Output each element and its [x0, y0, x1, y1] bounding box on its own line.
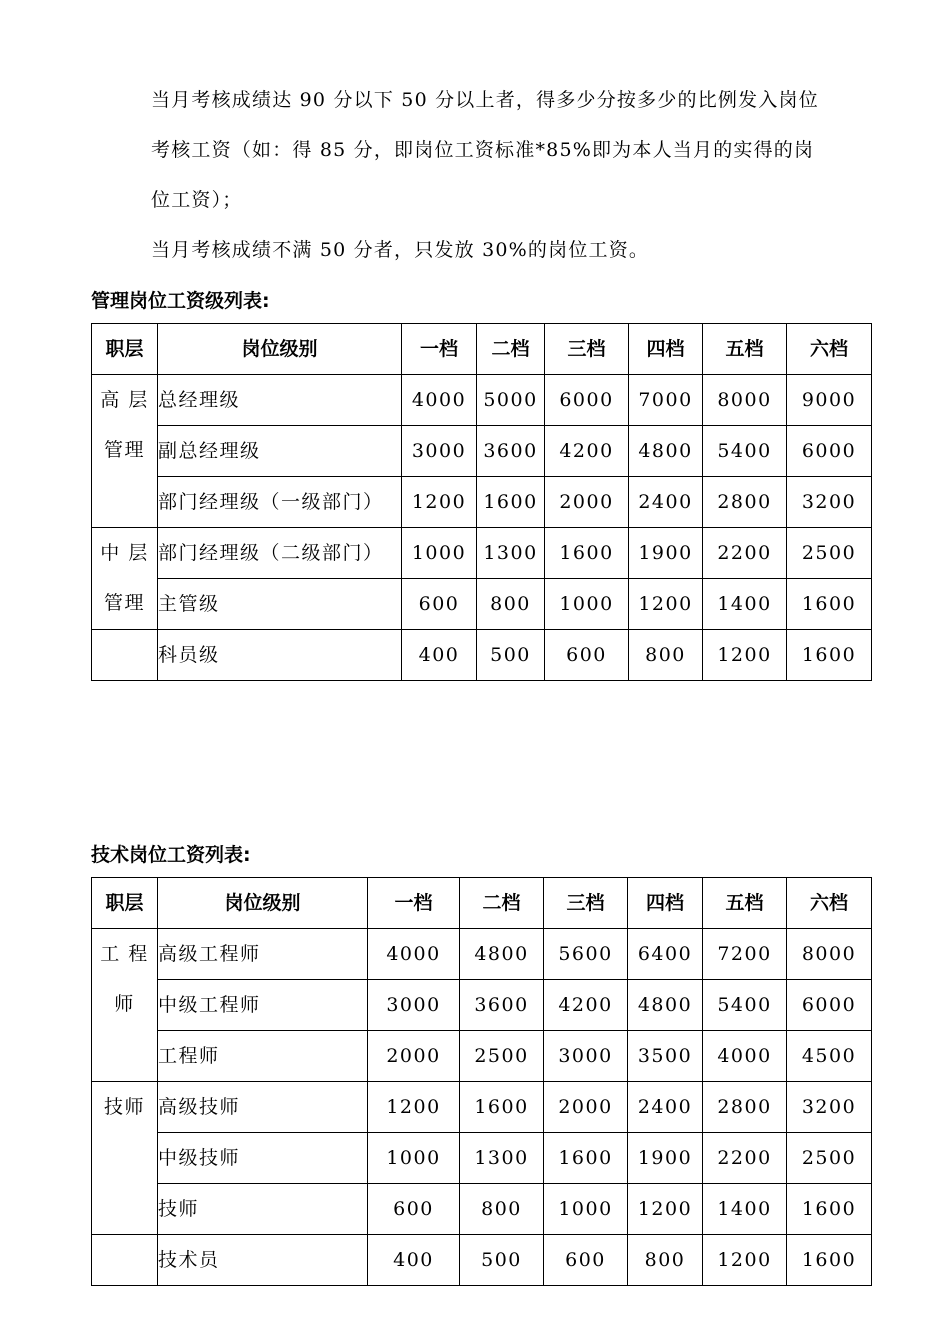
salary-cell: 3500 — [628, 1031, 703, 1082]
management-salary-table — [91, 323, 872, 681]
salary-cell: 2000 — [368, 1031, 460, 1082]
salary-cell: 3000 — [368, 980, 460, 1031]
position-cell: 部门经理级（二级部门） — [158, 528, 402, 579]
salary-cell: 3600 — [477, 426, 545, 477]
header-cell: 三档 — [545, 324, 629, 375]
position-cell: 工程师 — [158, 1031, 368, 1082]
header-cell: 二档 — [477, 324, 545, 375]
intro-line-1: 当月考核成绩达 90 分以下 50 分以上者，得多少分按多少的比例发入岗位 — [151, 89, 819, 111]
layer-cell — [92, 929, 158, 1082]
salary-cell: 6000 — [787, 426, 872, 477]
table-row — [92, 980, 872, 1031]
table-header-row — [92, 324, 872, 375]
technical-salary-table — [91, 877, 872, 1286]
layer-label: 管理 — [103, 439, 145, 461]
layer-label: 工 程 — [100, 943, 149, 965]
salary-cell: 1200 — [628, 1184, 703, 1235]
position-cell: 技术员 — [158, 1235, 368, 1286]
header-cell: 一档 — [368, 878, 460, 929]
salary-cell: 1200 — [703, 1235, 787, 1286]
salary-cell: 600 — [545, 630, 629, 681]
salary-cell: 4800 — [629, 426, 703, 477]
salary-cell: 8000 — [787, 929, 872, 980]
salary-cell: 1000 — [545, 579, 629, 630]
header-cell: 职层 — [92, 878, 158, 929]
position-cell: 技师 — [158, 1184, 368, 1235]
header-cell: 职层 — [92, 324, 158, 375]
salary-cell: 1900 — [629, 528, 703, 579]
salary-cell: 3000 — [402, 426, 477, 477]
position-cell: 中级工程师 — [158, 980, 368, 1031]
layer-cell — [92, 375, 158, 528]
header-cell: 六档 — [787, 878, 872, 929]
salary-cell: 1400 — [703, 1184, 787, 1235]
table-row — [92, 528, 872, 579]
salary-cell: 5400 — [703, 426, 787, 477]
salary-cell: 1000 — [368, 1133, 460, 1184]
position-cell: 科员级 — [158, 630, 402, 681]
position-cell: 总经理级 — [158, 375, 402, 426]
layer-cell — [92, 528, 158, 630]
salary-cell: 2000 — [545, 477, 629, 528]
salary-cell: 4200 — [544, 980, 628, 1031]
salary-cell: 500 — [460, 1235, 544, 1286]
salary-cell: 1200 — [402, 477, 477, 528]
salary-cell: 1200 — [703, 630, 787, 681]
header-cell: 五档 — [703, 878, 787, 929]
salary-cell: 1600 — [477, 477, 545, 528]
salary-cell: 1600 — [460, 1082, 544, 1133]
position-cell: 副总经理级 — [158, 426, 402, 477]
table-row — [92, 426, 872, 477]
salary-cell: 1000 — [544, 1184, 628, 1235]
layer-cell — [92, 1235, 158, 1286]
salary-cell: 400 — [402, 630, 477, 681]
salary-cell: 2500 — [787, 528, 872, 579]
salary-cell: 1000 — [402, 528, 477, 579]
technical-table-title: 技术岗位工资列表: — [91, 844, 251, 866]
salary-cell: 6000 — [545, 375, 629, 426]
salary-cell: 3200 — [787, 1082, 872, 1133]
intro-line-4: 当月考核成绩不满 50 分者，只发放 30%的岗位工资。 — [151, 239, 650, 261]
table-row — [92, 1184, 872, 1235]
salary-cell: 2800 — [703, 477, 787, 528]
salary-cell: 2000 — [544, 1082, 628, 1133]
salary-cell: 9000 — [787, 375, 872, 426]
salary-cell: 4500 — [787, 1031, 872, 1082]
salary-cell: 600 — [544, 1235, 628, 1286]
table-row — [92, 579, 872, 630]
salary-cell: 2400 — [628, 1082, 703, 1133]
salary-cell: 800 — [460, 1184, 544, 1235]
table-row — [92, 630, 872, 681]
salary-cell: 7000 — [629, 375, 703, 426]
layer-label: 技师 — [103, 1096, 145, 1118]
salary-cell: 1900 — [628, 1133, 703, 1184]
salary-cell: 400 — [368, 1235, 460, 1286]
salary-cell: 4800 — [628, 980, 703, 1031]
intro-line-2: 考核工资（如：得 85 分，即岗位工资标准*85%即为本人当月的实得的岗 — [151, 139, 815, 161]
salary-cell: 1200 — [368, 1082, 460, 1133]
management-table-title: 管理岗位工资级列表: — [91, 290, 270, 312]
header-cell: 四档 — [628, 878, 703, 929]
salary-cell: 4000 — [402, 375, 477, 426]
header-cell: 三档 — [544, 878, 628, 929]
table-header-row — [92, 878, 872, 929]
table-row — [92, 1235, 872, 1286]
layer-label: 师 — [114, 993, 135, 1015]
header-cell: 岗位级别 — [158, 878, 368, 929]
table-row — [92, 1031, 872, 1082]
salary-cell: 7200 — [703, 929, 787, 980]
salary-cell: 8000 — [703, 375, 787, 426]
salary-cell: 4200 — [545, 426, 629, 477]
salary-cell: 2200 — [703, 1133, 787, 1184]
header-cell: 六档 — [787, 324, 872, 375]
header-cell: 二档 — [460, 878, 544, 929]
salary-cell: 2800 — [703, 1082, 787, 1133]
layer-cell — [92, 630, 158, 681]
header-cell: 一档 — [402, 324, 477, 375]
table-row — [92, 1082, 872, 1133]
table-row — [92, 477, 872, 528]
position-cell: 高级工程师 — [158, 929, 368, 980]
salary-cell: 5400 — [703, 980, 787, 1031]
salary-cell: 3600 — [460, 980, 544, 1031]
salary-cell: 2400 — [629, 477, 703, 528]
salary-cell: 1600 — [787, 1184, 872, 1235]
salary-cell: 1600 — [787, 1235, 872, 1286]
intro-line-3: 位工资）； — [151, 189, 243, 211]
layer-label: 高 层 — [100, 389, 149, 411]
salary-cell: 4000 — [703, 1031, 787, 1082]
salary-cell: 2200 — [703, 528, 787, 579]
salary-cell: 600 — [402, 579, 477, 630]
salary-cell: 3000 — [544, 1031, 628, 1082]
salary-cell: 6000 — [787, 980, 872, 1031]
salary-cell: 2500 — [460, 1031, 544, 1082]
header-cell: 四档 — [629, 324, 703, 375]
table-row — [92, 375, 872, 426]
salary-cell: 2500 — [787, 1133, 872, 1184]
salary-cell: 1300 — [460, 1133, 544, 1184]
salary-cell: 600 — [368, 1184, 460, 1235]
salary-cell: 1200 — [629, 579, 703, 630]
salary-cell: 800 — [477, 579, 545, 630]
salary-cell: 5600 — [544, 929, 628, 980]
salary-cell: 5000 — [477, 375, 545, 426]
salary-cell: 1600 — [787, 630, 872, 681]
position-cell: 高级技师 — [158, 1082, 368, 1133]
salary-cell: 1400 — [703, 579, 787, 630]
layer-label: 中 层 — [100, 542, 149, 564]
position-cell: 部门经理级（一级部门） — [158, 477, 402, 528]
salary-cell: 4000 — [368, 929, 460, 980]
salary-cell: 4800 — [460, 929, 544, 980]
header-cell: 五档 — [703, 324, 787, 375]
table-row — [92, 1133, 872, 1184]
salary-cell: 6400 — [628, 929, 703, 980]
header-cell: 岗位级别 — [158, 324, 402, 375]
table-row — [92, 929, 872, 980]
salary-cell: 1300 — [477, 528, 545, 579]
salary-cell: 1600 — [787, 579, 872, 630]
position-cell: 中级技师 — [158, 1133, 368, 1184]
salary-cell: 500 — [477, 630, 545, 681]
layer-label: 管理 — [103, 592, 145, 614]
position-cell: 主管级 — [158, 579, 402, 630]
salary-cell: 800 — [628, 1235, 703, 1286]
salary-cell: 1600 — [544, 1133, 628, 1184]
salary-cell: 1600 — [545, 528, 629, 579]
salary-cell: 3200 — [787, 477, 872, 528]
salary-cell: 800 — [629, 630, 703, 681]
layer-cell — [92, 1082, 158, 1235]
